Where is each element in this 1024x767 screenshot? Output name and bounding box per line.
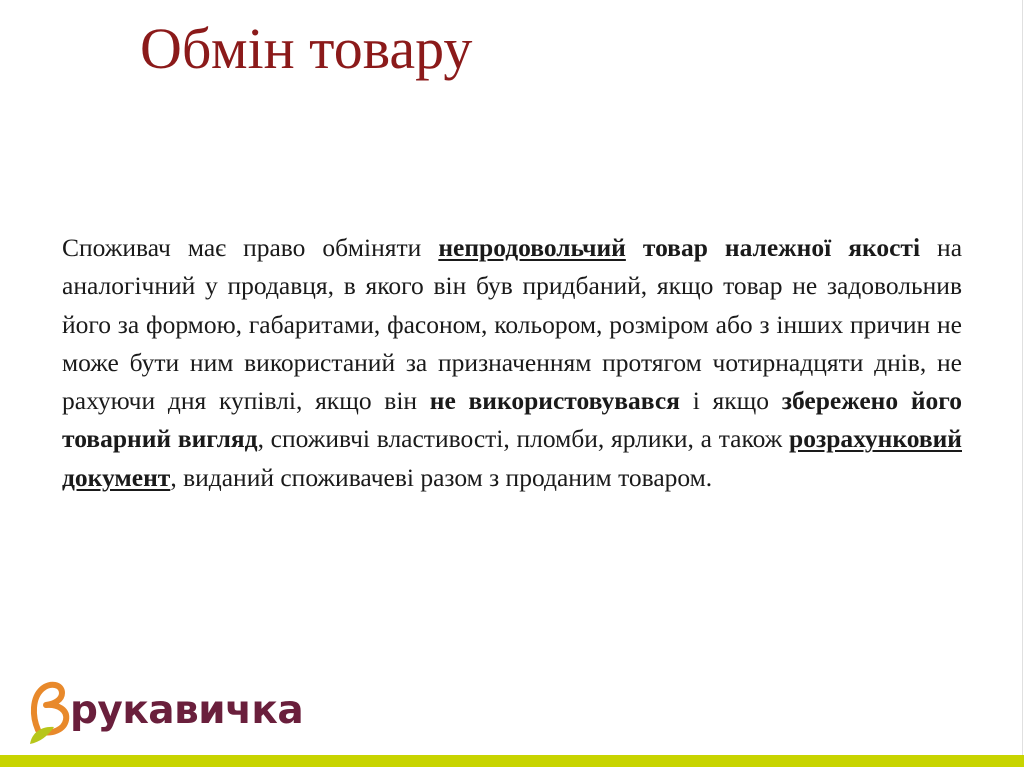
body-text-segment: не використовувався [429, 386, 680, 416]
body-text-segment: на аналогічний у продавця, в якого він був придбаний, якщо товар не задовольнив його за формою, габаритами, фасоном, кольором, розміром або з інших причин не може бути ним використаний за призначенням протягом чотирнадцяти днів, не рахуючи дня купівлі, якщо він [62, 233, 963, 416]
slide-title: Обмін товару [140, 16, 473, 81]
body-text-segment: розрахунковий документ [62, 424, 962, 492]
body-text-segment: і якщо [679, 386, 782, 416]
body-text-segment: , споживчі властивості, пломби, ярлики, а також [257, 424, 790, 454]
company-logo [26, 680, 304, 748]
body-text-segment: непродовольчий [438, 233, 626, 262]
body-text-segment: , виданий споживачеві разом з проданим товаром. [170, 462, 713, 492]
body-text-segment [626, 233, 643, 262]
body-text-segment: Споживач має право обміняти [62, 233, 439, 262]
logo-mark-icon [26, 680, 74, 746]
footer-accent-bar [0, 755, 1024, 767]
logo-wordmark: рукавичка [70, 688, 304, 733]
body-text-segment: товар належної якості [642, 233, 921, 262]
body-text-segment: збережено його товарний вигляд [62, 386, 962, 454]
slide-body-text [62, 229, 962, 497]
